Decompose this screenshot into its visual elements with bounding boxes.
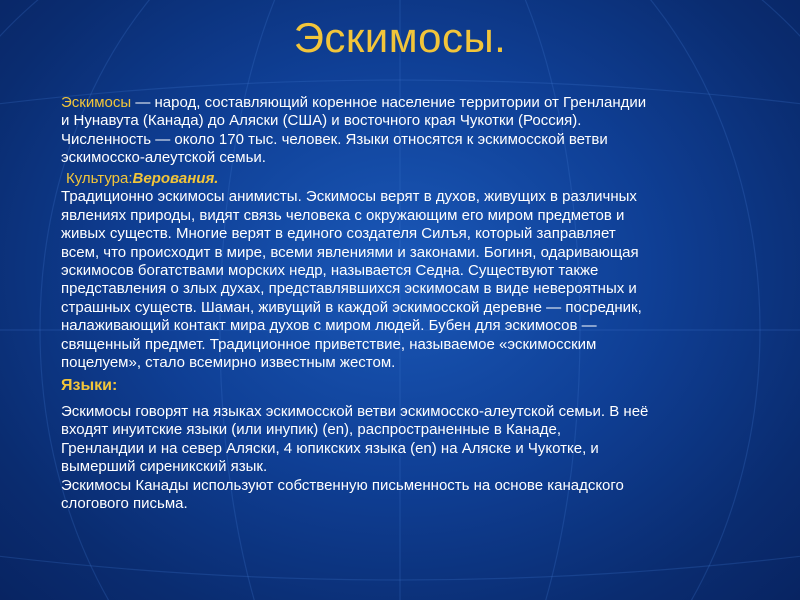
beliefs-subheading: Верования. — [132, 170, 219, 187]
culture-line-10: поцелуем», стало всемирно известным жестом. — [61, 354, 396, 372]
culture-line-1: Традиционно эскимосы анимисты. Эскимосы верят в духов, живущих в различных — [61, 188, 637, 206]
languages-heading: Языки: — [61, 377, 118, 394]
intro-line-1: Эскимосы — народ, составляющий коренное население территории от Гренландии — [61, 94, 647, 111]
slide-title: Эскимосы. — [293, 14, 507, 61]
languages-line-5: Эскимосы Канады используют собственную письменность на основе канадского — [61, 476, 624, 494]
languages-line-3: Гренландии и на север Аляски, 4 юпикских языка (en) на Аляске и Чукотке, и — [61, 439, 599, 457]
culture-line-2: явлениях природы, видят связь человека с окружающим его миром предметов и — [61, 206, 625, 224]
culture-label: Культура: — [66, 170, 133, 187]
intro-term: Эскимосы — [61, 94, 132, 111]
languages-paragraph — [61, 403, 781, 513]
culture-line-6: представления о злых духах, представлявшихся эскимосам в виде невероятных и — [61, 280, 637, 298]
intro-line-3: Численность — около 170 тыс. человек. Языки относятся к эскимосской ветви — [61, 130, 608, 148]
intro-line-2: и Нунавута (Канада) до Аляски (США) и восточного края Чукотки (Россия). — [61, 112, 582, 130]
culture-line-3: живых существ. Многие верят в единого создателя Силъя, который заправляет — [61, 225, 616, 243]
culture-line-4: всем, что происходит в мире, всеми явлениями и законами. Богиня, одаривающая — [61, 243, 639, 261]
languages-line-6: слогового письма. — [61, 495, 188, 513]
intro-line-4: эскимосско-алеутской семьи. — [61, 149, 266, 167]
culture-heading — [61, 170, 771, 188]
culture-line-7: страшных существ. Шаман, живущий в каждой эскимосской деревне — посредник, — [61, 298, 642, 316]
languages-line-4: вымерший сиреникский язык. — [61, 458, 268, 476]
languages-line-2: входят инуитские языки (или инупик) (en), распространенные в Канаде, — [61, 421, 562, 439]
culture-line-8: налаживающий контакт мира духов с миром людей. Бубен для эскимосов — — [61, 317, 597, 335]
intro-paragraph — [61, 94, 761, 168]
culture-line-5: эскимосов богатствами морских недр, называется Седна. Существуют также — [61, 262, 599, 280]
culture-line-9: священный предмет. Традиционное приветствие, называемое «эскимосским — [61, 335, 597, 353]
culture-section — [61, 170, 771, 372]
languages-line-1: Эскимосы говорят на языках эскимосской ветви эскимосско-алеутской семьи. В неё — [61, 403, 649, 420]
